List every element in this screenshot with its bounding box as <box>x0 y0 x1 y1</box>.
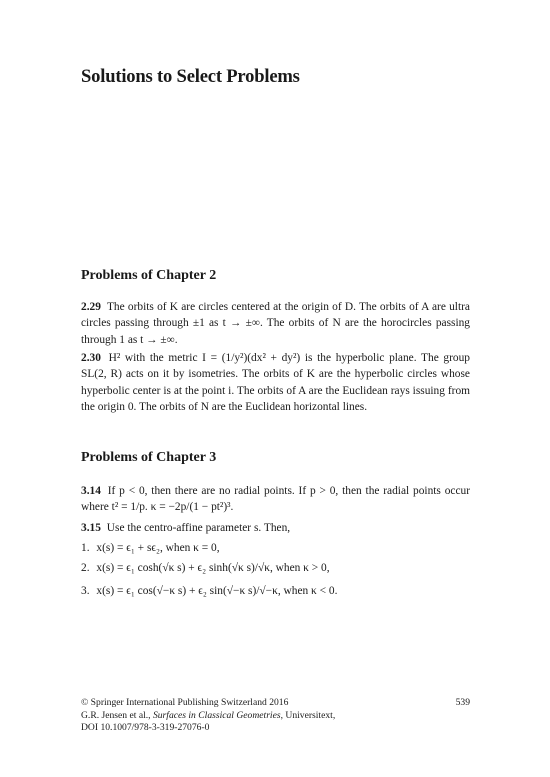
copyright-line: © Springer International Publishing Switzerland 2016 <box>81 697 289 708</box>
problem-number: 2.30 <box>81 352 101 364</box>
citation-book-title: Surfaces in Classical Geometries <box>152 709 281 721</box>
page-title: Solutions to Select Problems <box>81 66 300 87</box>
equation-expression: x(s) = ϵ₁ + sϵ₂, when κ = 0, <box>96 542 220 554</box>
page-footer <box>81 697 470 735</box>
equation-expression: x(s) = ϵ₁ cos(√−κ s) + ϵ₂ sin(√−κ s)/√−κ, when κ < 0. <box>96 585 338 597</box>
problem-text: Use the centro-affine parameter s. Then, <box>106 522 291 534</box>
page-number: 539 <box>455 697 470 708</box>
problem-text: H² with the metric I = (1/y²)(dx² + dy²) is the hyperbolic plane. The group SL(2, R) acts on it by isometries. The orbits of K are the hyperbolic circles whose hyperbolic center is at the point i. The orbits of A are the Euclidean rays issuing from the origin 0. The orbits of N are the Euclidean horizontal lines. <box>81 352 470 414</box>
problem-text: If p < 0, then there are no radial points. If p > 0, then the radial points occur where t² = 1/p. κ = −2p/(1 − pt²)³. <box>81 485 470 514</box>
problem-3-15 <box>81 520 470 536</box>
citation-series: , Universitext, <box>280 709 336 721</box>
equation-1 <box>81 541 470 555</box>
problem-number: 2.29 <box>81 301 101 313</box>
equation-number: 1. <box>81 542 90 554</box>
doi-line: DOI 10.1007/978-3-319-27076-0 <box>81 722 210 734</box>
citation-authors: G.R. Jensen et al., <box>81 709 153 721</box>
problem-number: 3.15 <box>81 522 101 534</box>
problem-number: 3.14 <box>81 485 101 497</box>
section-heading-chapter-2: Problems of Chapter 2 <box>81 268 217 283</box>
equation-number: 3. <box>81 585 90 597</box>
equation-3 <box>81 584 470 598</box>
problem-3-14 <box>81 483 470 516</box>
equation-2 <box>81 561 470 575</box>
problem-2-29 <box>81 299 470 348</box>
citation-line <box>81 710 335 721</box>
equation-number: 2. <box>81 562 90 574</box>
problem-text: The orbits of K are circles centered at the origin of D. The orbits of A are ultra circles passing through ±1 as t → ±∞. The orbits of N are the horocircles passing through 1 as t → ±∞. <box>81 301 470 346</box>
section-heading-chapter-3: Problems of Chapter 3 <box>81 450 217 465</box>
equation-expression: x(s) = ϵ₁ cosh(√κ s) + ϵ₂ sinh(√κ s)/√κ, when κ > 0, <box>96 562 330 574</box>
problem-2-30 <box>81 350 470 416</box>
